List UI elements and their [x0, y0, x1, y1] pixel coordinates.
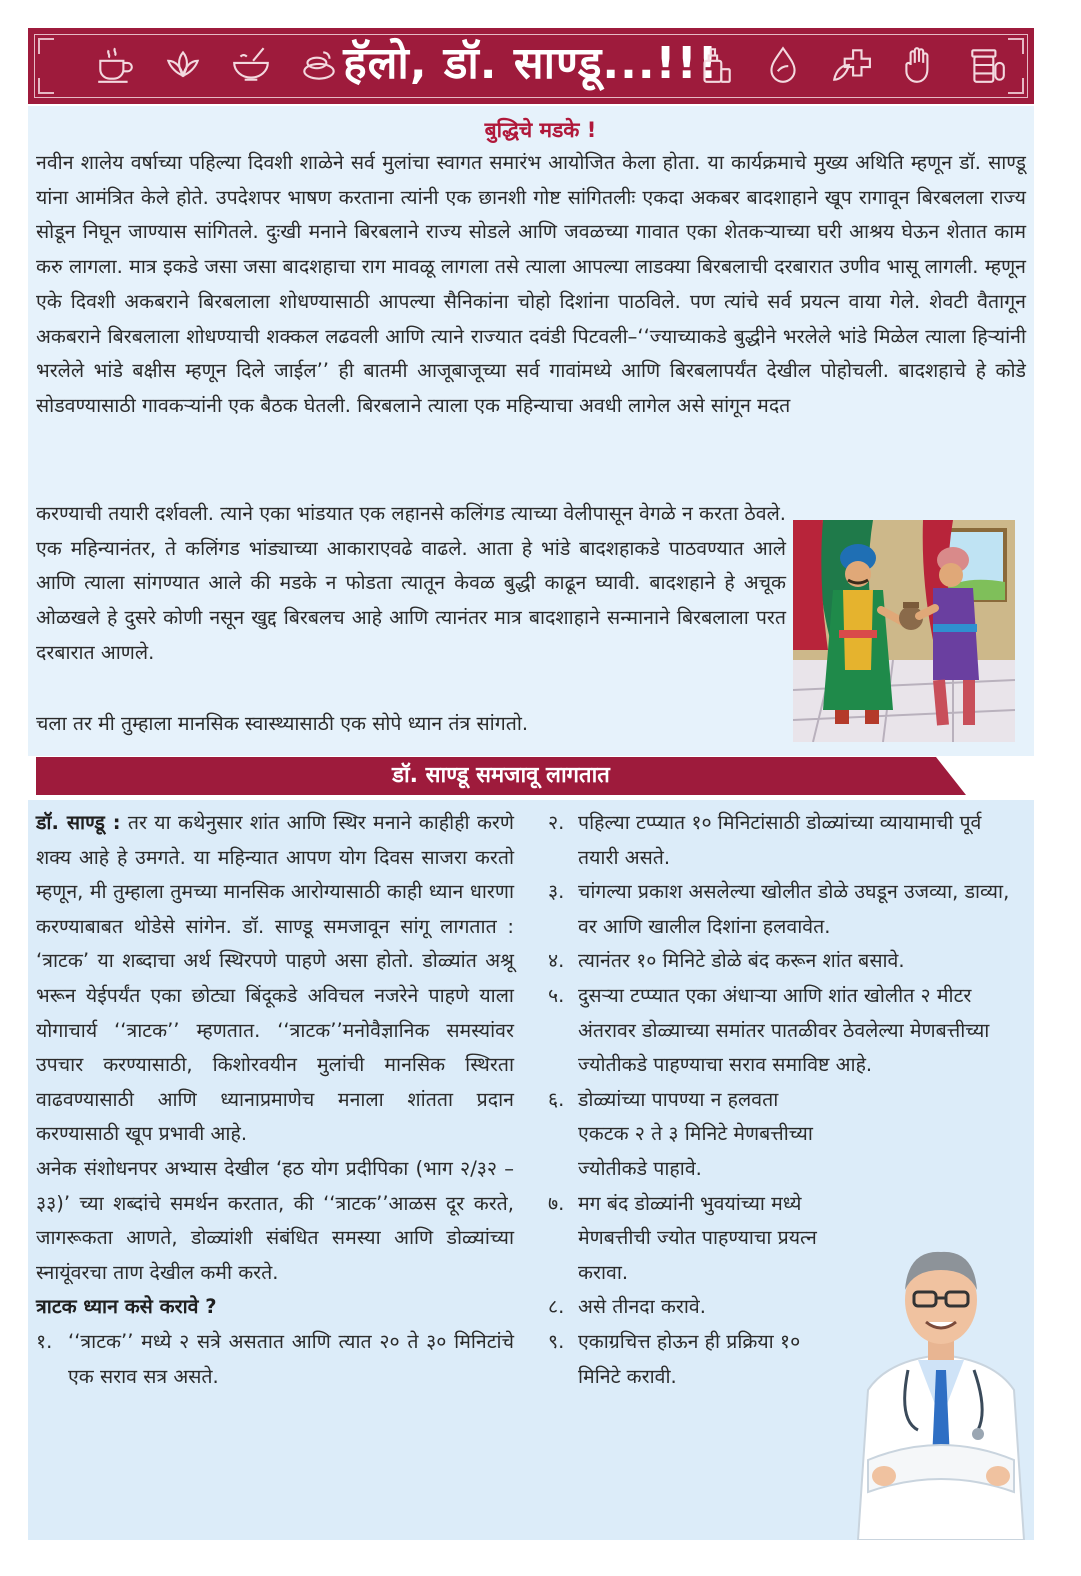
explanation-left-column	[36, 806, 514, 1394]
story-closing-line: चला तर मी तुम्हाला मानसिक स्वास्थ्यासाठी एक सोपे ध्यान तंत्र सांगतो.	[36, 712, 529, 735]
story-paragraph	[36, 146, 1026, 424]
section-title: डॉ. साण्डू समजावू लागतात	[392, 763, 610, 788]
step-item	[548, 875, 1024, 944]
hand-icon	[898, 44, 940, 86]
step-text: ‘‘त्राटक’’ मध्ये २ सत्रे असतात आणि त्यात २० ते ३० मिनिटांचे एक सराव सत्र असते.	[68, 1329, 514, 1388]
step-text: त्यानंतर १० मिनिटे डोळे बंद करून शांत बसावे.	[578, 949, 905, 973]
explanation-text-1: तर या कथेनुसार शांत आणि स्थिर मनाने काहीही करणे शक्य आहे हे उमगते. या महिन्यात आपण योग दिवस साजरा करतो म्हणून, मी तुम्हाला तुमच्या मानसिक आरोग्यासाठी काही ध्यान धारणा करण्याबाबत थोडेसे सांगेन. डॉ. साण्डू समजावून सांगू लागतात : ‘त्राटक’ या शब्दाचा अर्थ स्थिरपणे पाहणे असा होतो. डोळ्यांत अश्रू भरून येईपर्यंत एका छोट्या बिंदूकडे अविचल नजरेने पाहणे याला योगाचार्य ‘‘त्राटक’’ म्हणतात. ‘‘त्राटक’’मनोवैज्ञानिक समस्यांवर उपचार करण्यासाठी, किशोरवयीन मुलांची मानसिक स्थिरता वाढवण्यासाठी आणि ध्यानाप्रमाणेच मनाला शांतता प्रदान करण्यासाठी खूप प्रभावी आहे.	[36, 811, 514, 1146]
step-number: ४.	[548, 949, 565, 973]
step-text: मग बंद डोळ्यांनी भुवयांच्या मध्ये मेणबत्तीची ज्योत पाहण्याचा प्रयत्न करावा.	[578, 1191, 817, 1284]
leaf-cross-icon	[830, 44, 872, 86]
step-text: चांगल्या प्रकाश असलेल्या खोलीत डोळे उघडून उजव्या, डाव्या, वर आणि खालील दिशांना हलवावेत.	[578, 880, 1010, 938]
step-item	[548, 1083, 1024, 1187]
akbar-birbal-illustration	[793, 520, 1015, 742]
drop-leaf-icon	[762, 44, 804, 86]
explanation-para-2: अनेक संशोधनपर अभ्यास देखील ‘हठ योग प्रदीपिका (भाग २/३२ – ३३)’ च्या शब्दांचे समर्थन करतात, की ‘‘त्राटक’’आळस दूर करते, जागरूकता आणते, डोळ्यांशी संबंधित समस्या आणि डोळ्यांच्या स्नायूंवरचा ताण देखील कमी करते.	[36, 1156, 514, 1284]
step-number: १.	[36, 1329, 53, 1353]
step-number: २.	[548, 811, 565, 834]
step-number: ९.	[548, 1329, 565, 1353]
step-text: दुसऱ्या टप्प्यात एका अंधाऱ्या आणि शांत खोलीत २ मीटर अंतरावर डोळ्याच्या समांतर पातळीवर ठेवलेल्या मेणबत्तीच्या ज्योतीकडे पाहण्याचा सराव समाविष्ट आहे.	[578, 983, 990, 1077]
step-item	[548, 944, 1024, 979]
step-text: एकाग्रचित्त होऊन ही प्रक्रिया १० मिनिटे करावी.	[578, 1329, 801, 1388]
step-number: ५.	[548, 983, 565, 1007]
step-item	[548, 979, 1024, 1083]
story-paragraph-continued: करण्याची तयारी दर्शवली. त्याने एका भांडयात एक लहानसे कलिंगड त्याच्या वेलीपासून वेगळे न करता ठेवले. एक महिन्यानंतर, ते कलिंगड भांड्याच्या आकाराएवढे वाढले. आता हे भांडे बादशहाकडे पाठवण्यात आले आणि त्याला सांगण्यात आले की मडके न फोडता त्यातून केवळ बुद्धी काढून घ्यावी. बादशहाने हे अचूक ओळखले हे दुसरे कोणी नसून खुद्द बिरबलच आहे आणि त्यानंतर मात्र बादशाहाने सन्मानाने बिरबलाला परत दरबारात आणले.	[36, 502, 786, 664]
page-title: हॅलो, डॉ. साण्डू...!!!	[343, 38, 719, 89]
explanation-para-1	[36, 806, 514, 1152]
section-ribbon	[36, 757, 966, 795]
step-text: पहिल्या टप्प्यात १० मिनिटांसाठी डोळ्यांच्या व्यायामाची पूर्व तयारी असते.	[578, 811, 982, 869]
banner-icons-right	[694, 44, 1008, 86]
header-banner	[28, 28, 1034, 104]
doctor-illustration	[848, 1230, 1034, 1540]
step-number: ८.	[548, 1295, 565, 1319]
pill-jar-icon	[966, 44, 1008, 86]
howto-heading: त्राटक ध्यान कसे करावे ?	[36, 1295, 217, 1319]
step-item	[548, 806, 1024, 875]
story-paragraph-top: नवीन शालेय वर्षाच्या पहिल्या दिवशी शाळेने सर्व मुलांचा स्वागत समारंभ आयोजित केला होता. या कार्यक्रमाचे मुख्य अथिति म्हणून डॉ. साण्डू यांना आमंत्रित केले होते. उपदेशपर भाषण करताना त्यांनी एक छानशी गोष्ट सांगितलीः एकदा अकबर बादशाहाने खूप रागावून बिरबलला राज्य सोडून निघून जाण्यास सांगितले. दुःखी मनाने बिरबलाने राज्य सोडले आणि जवळच्या गावात एका शेतकऱ्याच्या घरी आश्रय घेऊन शेतात काम करु लागला. मात्र इकडे जसा जसा बादशहाचा राग मावळू लागला तसे त्याला आपल्या लाडक्या बिरबलाची दरबारात उणीव भासू लागली. म्हणून एके दिवशी अकबराने बिरबलाला शोधण्यासाठी आपल्या सैनिकांना चोहो दिशांना पाठविले. पण त्यांचे सर्व प्रयत्न वाया गेले. शेवटी वैतागून अकबराने बिरबलाला शोधण्याची शक्कल लढवली आणि त्याने राज्यात दवंडी पिटवली–‘‘ज्याच्याकडे बुद्धीने भरलेले भांडे मिळेल त्याला हिऱ्यांनी भरलेले भांडे बक्षीस म्हणून दिले जाईल’’ ही बातमी आजूबाजूच्या सर्व गावांमध्ये आणि बिरबलापर्यंत देखील पोहोचली. बादशहाचे हे कोडे सोडवण्यासाठी गावकऱ्यांनी एक बैठक घेतली. बिरबलाने त्याला एक महिन्याचा अवधी लागेल असे सांगून मदत	[36, 151, 1026, 417]
step-text: डोळ्यांच्या पापण्या न हलवता एकटक २ ते ३ मिनिटे मेणबत्तीच्या ज्योतीकडे पाहावे.	[578, 1087, 813, 1180]
speaker-label: डॉ. साण्डू :	[36, 811, 121, 834]
step-number: ६.	[548, 1087, 565, 1111]
step-number: ७.	[548, 1191, 565, 1215]
oil-bottle-icon	[694, 44, 736, 86]
step-text: असे तीनदा करावे.	[578, 1295, 706, 1319]
story-paragraph-wrap	[36, 497, 786, 671]
story-heading: बुद्धिचे मडके !	[484, 118, 597, 142]
step-item	[36, 1325, 514, 1394]
step-number: ३.	[548, 880, 565, 904]
